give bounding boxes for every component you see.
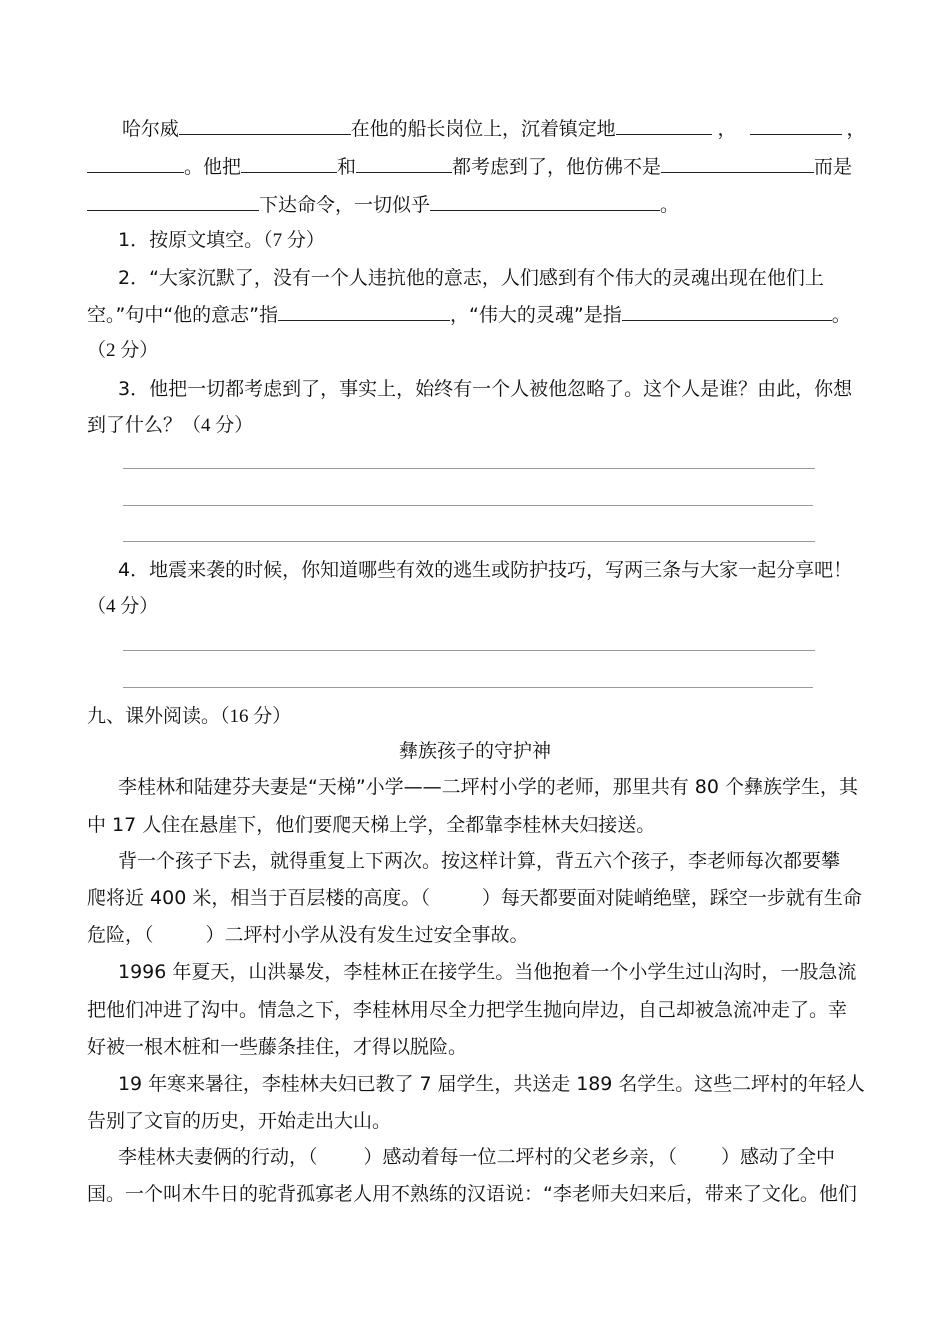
blank[interactable] [616,114,712,135]
section-9-heading: 九、课外阅读。（16 分） [87,705,292,727]
blank[interactable] [750,114,842,135]
fill-line-2: 。他把 和 都考虑到了，他仿佛不是 而是 [87,152,852,181]
article-p3-l3: 好被一根木桩和一些藤条挂住，才得以脱险。 [87,1036,468,1058]
question-3-line-1: 3．他把一切都考虑到了，事实上，始终有一个人被他忽略了。这个人是谁？由此，你想 [118,378,853,400]
fill-line-1: 哈尔威 在他的船长岗位上，沉着镇定地 ， ， [122,114,865,143]
article-title: 彝族孩子的守护神 [398,740,551,762]
article-p2-l1: 背一个孩子下去，就得重复上下两次。按这样计算，背五六个孩子，李老师每次都要攀 [118,850,841,872]
article-p2-l2: 爬将近 400 米，相当于百层楼的高度。（ ）每天都要面对陡峭绝壁，踩空一步就有生命 [87,887,862,909]
answer-line[interactable] [123,541,815,542]
blank[interactable] [622,300,832,321]
question-3-line-2: 到了什么？（4 分） [87,414,254,436]
fill-line-3: 下达命令，一切似乎 。 [87,190,679,219]
article-p5-l1: 李桂林夫妻俩的行动，（ ）感动着每一位二坪村的父老乡亲，（ ）感动了全中 [118,1146,836,1168]
blank[interactable] [356,152,452,173]
question-1: 1．按原文填空。（7 分） [118,229,325,251]
article-p1-l2: 中 17 人住在悬崖下，他们要爬天梯上学，全都靠李桂林夫妇接送。 [87,814,656,836]
article-p4-l2: 告别了文盲的历史，开始走出大山。 [87,1110,392,1132]
blank[interactable] [87,152,184,173]
blank[interactable] [661,152,814,173]
article-p1-l1: 李桂林和陆建芬夫妻是“天梯”小学——二坪村小学的老师，那里共有 80 个彝族学生，其 [118,776,858,798]
question-2-score: （2 分） [87,340,159,361]
blank[interactable] [87,190,259,211]
answer-line[interactable] [123,687,813,688]
answer-line[interactable] [123,505,813,506]
question-4-line-1: 4．地震来袭的时候，你知道哪些有效的逃生或防护技巧，写两三条与大家一起分享吧！ [118,559,853,581]
article-p5-l2: 国。一个叫木牛日的驼背孤寡老人用不熟练的汉语说：“李老师夫妇来后，带来了文化。他们 [87,1183,857,1205]
article-p2-l3: 危险，（ ）二坪村小学从没有发生过安全事故。 [87,924,529,946]
article-p3-l1: 1996 年夏天，山洪暴发，李桂林正在接学生。当他抱着一个小学生过山沟时，一股急流 [118,961,857,983]
blank[interactable] [430,190,660,211]
blank[interactable] [241,152,337,173]
article-p4-l1: 19 年寒来暑往，李桂林夫妇已教了 7 届学生，共送走 189 名学生。这些二坪村的年轻人 [118,1073,865,1095]
blank[interactable] [278,300,450,321]
question-4-score: （4 分） [87,596,159,617]
article-p3-l2: 把他们冲进了沟中。情急之下，李桂林用尽全力把学生抛向岸边，自己却被急流冲走了。幸 [87,999,848,1021]
blank[interactable] [179,114,351,135]
question-2-line-1: 2．“大家沉默了，没有一个人违抗他的意志，人们感到有个伟大的灵魂出现在他们上 [118,267,824,289]
question-2-line-2: 空。”句中“他的意志”指 ，“伟大的灵魂”是指 。 [87,300,851,329]
answer-line[interactable] [123,650,815,651]
answer-line[interactable] [123,468,815,469]
